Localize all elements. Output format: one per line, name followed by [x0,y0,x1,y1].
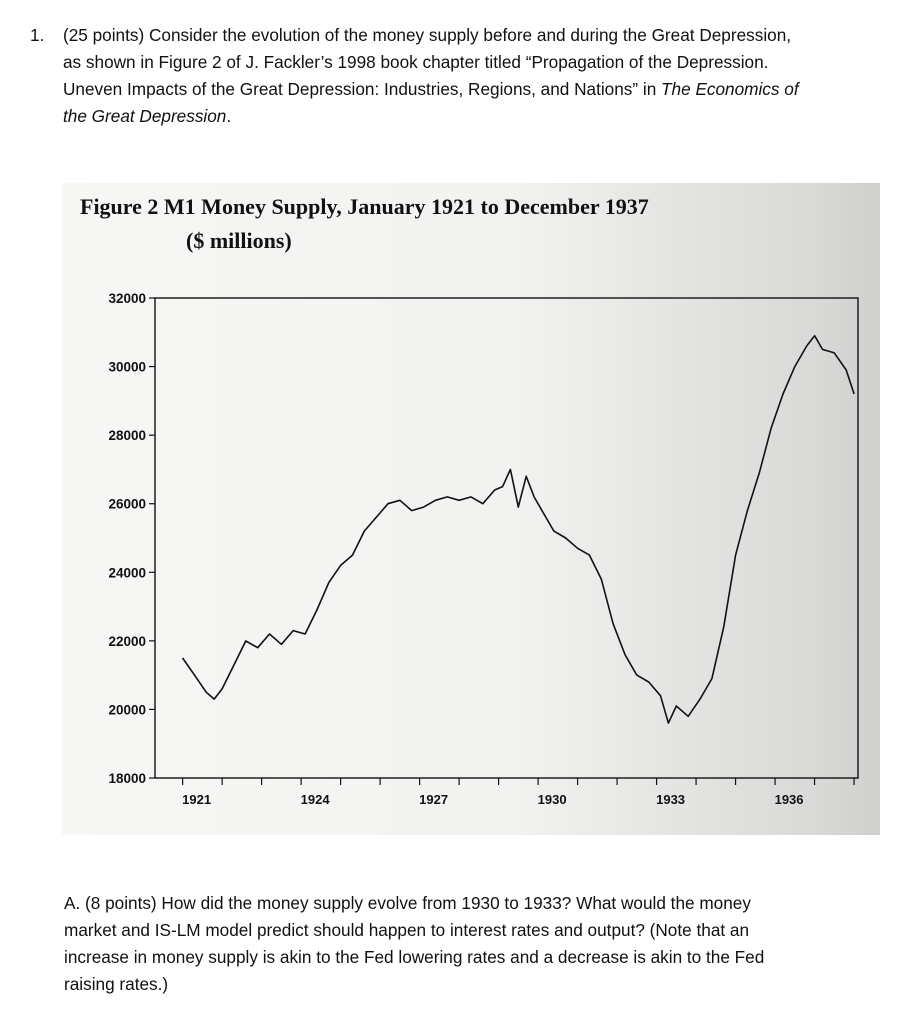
x-tick-label-1927: 1927 [419,792,449,807]
question-line-3: Uneven Impacts of the Great Depression: Industries, Regions, and Nations” in The Economics of [63,79,799,99]
question-number: 1. [30,25,45,45]
y-tick-label-22000: 22000 [108,633,146,649]
part-a-line-4: raising rates.) [64,974,169,994]
part-a-question [64,890,864,998]
question-line-4: the Great Depression. [63,106,232,126]
y-tick-label-30000: 30000 [108,359,146,375]
question-line-1: (25 points) Consider the evolution of the money supply before and during the Great Depression, [63,25,792,45]
part-a-line-2: market and IS-LM model predict should happen to interest rates and output? (Note that an [64,920,750,940]
x-axis [182,778,854,807]
x-tick-label-1936: 1936 [774,792,804,807]
question-line-2: as shown in Figure 2 of J. Fackler’s 1998 book chapter titled “Propagation of the Depression. [63,52,769,72]
plot-frame [155,298,858,778]
series-group [183,336,855,723]
book-title-part-2: the Great Depression [63,106,227,126]
m1-series-line [183,336,855,723]
figure-subtitle: ($ millions) [186,228,292,253]
y-tick-label-18000: 18000 [108,771,146,786]
y-tick-label-24000: 24000 [108,565,146,581]
plot-border [155,298,858,778]
x-tick-label-1933: 1933 [656,792,686,807]
x-tick-label-1921: 1921 [182,792,212,807]
y-tick-label-26000: 26000 [108,496,146,512]
x-tick-label-1930: 1930 [537,792,567,807]
book-title-part-1: The Economics of [661,79,799,99]
y-tick-label-32000: 32000 [108,291,146,306]
y-tick-label-20000: 20000 [108,702,146,718]
y-tick-label-28000: 28000 [108,428,146,444]
y-axis [108,291,155,786]
part-a-line-1: A. (8 points) How did the money supply evolve from 1930 to 1933? What would the money [64,893,751,913]
x-tick-label-1924: 1924 [300,792,330,807]
figure-title: Figure 2 M1 Money Supply, January 1921 to December 1937 [80,194,649,219]
part-a-line-3: increase in money supply is akin to the Fed lowering rates and a decrease is akin to the Fed [64,947,765,967]
